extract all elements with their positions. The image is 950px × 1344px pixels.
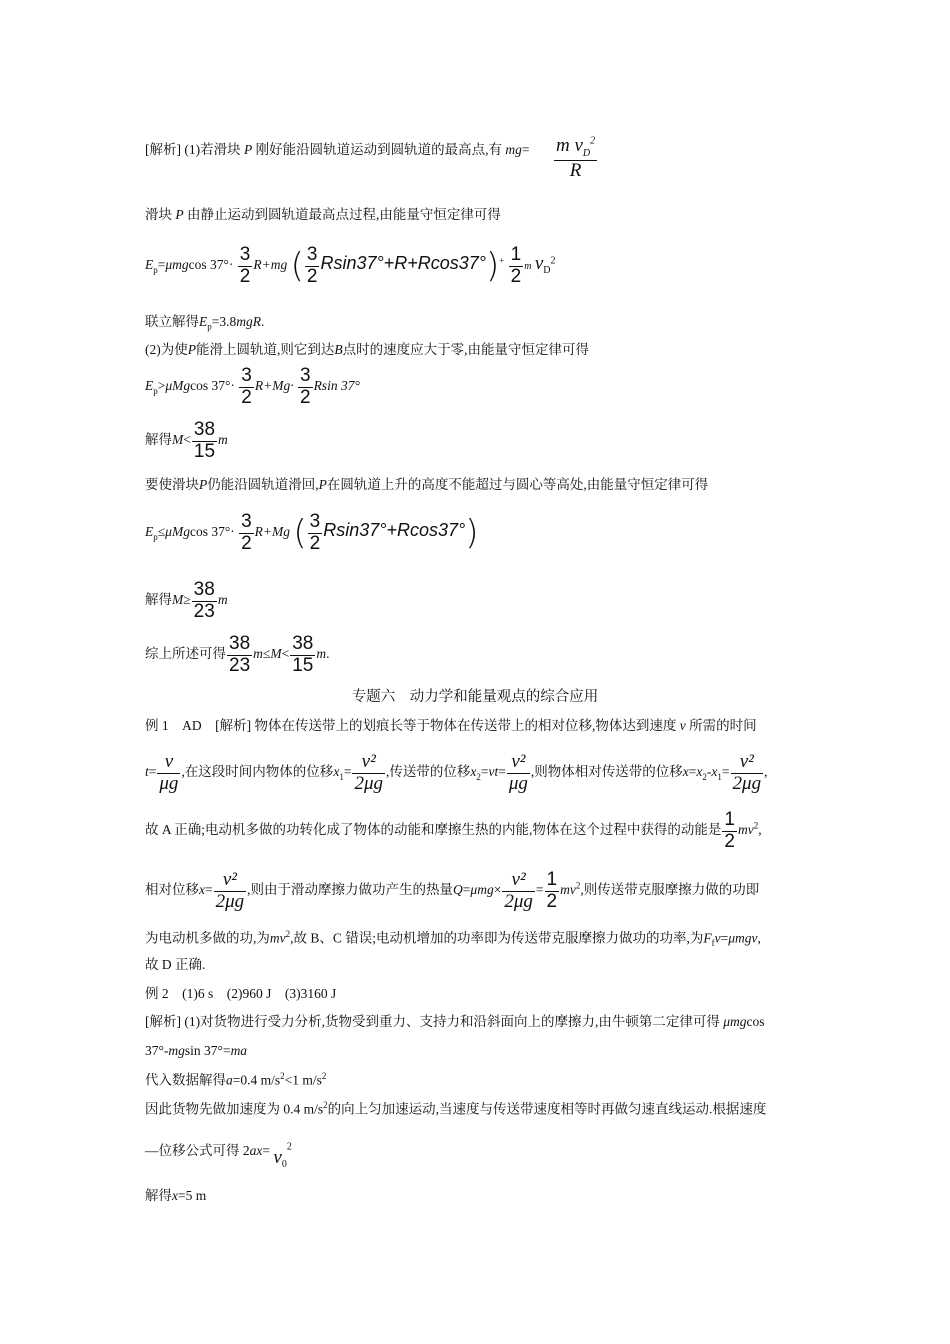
- var: F: [703, 930, 712, 946]
- var: v: [714, 930, 721, 946]
- example-2-line-3: [145, 1072, 326, 1087]
- text: =: [521, 142, 530, 157]
- text: (2)为使: [145, 342, 188, 357]
- text: =: [262, 1143, 270, 1158]
- text: ≤: [262, 646, 271, 662]
- text: ,: [757, 930, 761, 946]
- text: =: [480, 764, 489, 780]
- text: cos 37°·: [190, 378, 235, 394]
- var: x: [470, 764, 477, 780]
- var: mv: [269, 930, 286, 946]
- var: ax: [249, 1143, 263, 1158]
- text: -: [706, 764, 712, 780]
- text: .: [326, 646, 330, 662]
- expression: Rsin37°+R+Rcos37°: [320, 253, 486, 274]
- text: ,: [764, 764, 768, 780]
- var: m: [316, 646, 327, 662]
- text: 能滑上圆轨道,则它到达: [196, 342, 335, 357]
- example-2-line-1: [145, 1015, 765, 1029]
- solution-line-8: [145, 478, 708, 492]
- text: =: [157, 257, 166, 273]
- example-2-line-5: [145, 1140, 292, 1170]
- var: P: [175, 207, 184, 222]
- denominator: 23: [193, 600, 215, 622]
- text: 37°-: [145, 1043, 169, 1058]
- text: +: [499, 255, 505, 266]
- denominator: 2μg: [732, 772, 762, 794]
- var: m: [218, 432, 228, 448]
- var: m: [524, 261, 532, 273]
- example-2-line-2: [145, 1044, 247, 1058]
- var: mv: [560, 882, 576, 898]
- text: [解析] (1)对货物进行受力分析,货物受到重力、支持力和沿斜面向上的摩擦力,由牛顿第二定律可得: [145, 1014, 720, 1029]
- text: 故 A 正确;电动机多做的功转化成了物体的动能和摩擦生热的内能,物体在这个过程中获得的动能是: [145, 822, 722, 838]
- text: ,传送带的位移: [385, 764, 471, 780]
- text: 为电动机多做的功,为: [145, 930, 270, 946]
- energy-inequality-2: $E_p\le\mu Mgcos$ 37°· $\frac{3}{2}$ R+Mg ( $\frac{3}{2}$ Rsin37°+Rcos37°): [145, 511, 479, 554]
- denominator: 2: [510, 265, 522, 287]
- text: ,在这段时间内物体的位移: [181, 764, 334, 780]
- denominator: 15: [292, 654, 314, 676]
- numerator: 1: [546, 869, 558, 890]
- denominator: 2: [546, 890, 558, 912]
- text: cos 37°·: [188, 257, 234, 273]
- text: 综上所述可得: [145, 646, 226, 662]
- var: t: [145, 764, 149, 780]
- denominator: R: [569, 159, 582, 181]
- text: [解析] (1)若滑块: [145, 142, 241, 157]
- text: 的向上匀加速运动,当速度与传送带速度相等时再做匀速直线运动.根据速度: [327, 1101, 767, 1117]
- var: x: [682, 764, 689, 780]
- result-range: [145, 634, 329, 676]
- var: v: [273, 1147, 282, 1168]
- var: B: [334, 342, 343, 357]
- var: a: [226, 1072, 233, 1088]
- numerator: v²: [511, 869, 526, 890]
- text: 滑块: [145, 207, 172, 222]
- example-1-power: [145, 930, 761, 948]
- var: E: [145, 524, 154, 540]
- example-1-conclusion: 故 D 正确.: [145, 957, 206, 972]
- denominator: 2: [724, 830, 735, 852]
- text: 解得: [145, 592, 172, 608]
- denominator: 2: [309, 532, 321, 554]
- text: —位移公式可得 2: [145, 1143, 250, 1158]
- solution-line-2: [145, 208, 501, 222]
- superscript: 2: [753, 820, 759, 831]
- example-2-answers: 例 2 (1)6 s (2)960 J (3)3160 J: [145, 986, 337, 1001]
- text: cos: [746, 1014, 765, 1029]
- var: E: [199, 314, 208, 329]
- denominator: μg: [159, 772, 179, 794]
- var: mg: [168, 1043, 185, 1058]
- example-2-line-6: [145, 1189, 206, 1203]
- text: ,则传送带克服摩擦力做的功即: [580, 882, 760, 898]
- var: mv: [737, 822, 754, 838]
- subscript: 1: [339, 771, 344, 782]
- var: vt: [488, 764, 499, 780]
- numerator: 1: [510, 244, 522, 265]
- text: <1 m/s: [284, 1072, 322, 1088]
- example-1-heat: [145, 870, 759, 912]
- subscript: 2: [476, 771, 481, 782]
- text: =: [688, 764, 697, 780]
- subscript: f: [711, 938, 715, 949]
- text: =: [462, 882, 471, 898]
- var: μMg: [165, 524, 190, 540]
- superscript: 2: [285, 929, 291, 939]
- text: ,: [758, 822, 762, 838]
- subscript: p: [153, 264, 158, 275]
- numerator: m v: [556, 135, 583, 156]
- text: 由静止运动到圆轨道最高点过程,由能量守恒定律可得: [187, 207, 501, 222]
- var: ma: [230, 1043, 248, 1058]
- text: <: [183, 432, 191, 448]
- var: Q: [453, 882, 463, 898]
- text: 仍能沿圆轨道滑回,: [207, 477, 319, 492]
- subscript: p: [153, 531, 158, 542]
- var: v: [679, 718, 686, 733]
- text: =: [205, 882, 213, 898]
- superscript: 2: [323, 1100, 328, 1110]
- text: 在圆轨道上升的高度不能超过与圆心等高处,由能量守恒定律可得: [326, 477, 709, 492]
- energy-equation-1: $E_p=\mu mgcos$ 37°· $\frac{3}{2}$ R+mg ( $\frac{3}{2}$ Rsin37°+R+Rcos37°)+ $\frac{1}{2}$ m $v_D^2$: [145, 244, 556, 287]
- numerator: v²: [222, 869, 237, 890]
- var: μmg: [165, 257, 189, 273]
- var: P: [199, 477, 208, 492]
- text: 代入数据解得: [145, 1072, 226, 1088]
- numerator: v: [164, 751, 174, 772]
- text: 点时的速度应大于零,由能量守恒定律可得: [342, 342, 589, 357]
- text: 因此货物先做加速度为 0.4 m/s: [145, 1101, 324, 1117]
- numerator: 38: [193, 419, 216, 440]
- var: μMg: [165, 378, 191, 394]
- numerator: v²: [739, 751, 754, 772]
- text: 相对位移: [145, 882, 199, 898]
- example-1-kinetic-energy: [145, 810, 762, 852]
- var: E: [145, 257, 154, 273]
- text: =5 m: [178, 1188, 207, 1203]
- var: R+mg: [253, 257, 288, 273]
- text: 所需的时间: [689, 718, 757, 733]
- numerator: 3: [241, 365, 252, 386]
- result-m-upper: [145, 420, 228, 462]
- text: 解得: [145, 1188, 172, 1203]
- denominator: 2: [241, 532, 252, 554]
- denominator: 2μg: [354, 772, 383, 794]
- text: =: [148, 764, 157, 780]
- subscript: 1: [717, 771, 722, 782]
- text: =: [720, 930, 729, 946]
- var: x: [696, 764, 703, 780]
- text: 例 1 AD [解析] 物体在传送带上的划痕长等于物体在传送带上的相对位移,物体达到速度: [145, 718, 677, 733]
- var: m: [217, 592, 228, 608]
- var: m: [253, 646, 263, 662]
- fraction-mvd2-over-r: [553, 136, 598, 181]
- energy-inequality-1: [145, 366, 360, 408]
- superscript: 2: [286, 1141, 292, 1153]
- subscript: D: [543, 264, 551, 276]
- text: =3.8: [211, 314, 237, 329]
- var: μmg: [723, 1014, 747, 1029]
- solution-line-4: [145, 315, 264, 332]
- text: ,则物体相对传送带的位移: [530, 764, 683, 780]
- expression: Rsin37°+Rcos37°: [323, 520, 466, 541]
- subscript: 2: [702, 771, 707, 782]
- text: =: [535, 882, 544, 898]
- var: x: [711, 764, 718, 780]
- subscript: D: [582, 147, 591, 159]
- text: 联立解得: [145, 314, 199, 329]
- text: ×: [493, 882, 502, 898]
- example-1-displacement: [145, 752, 767, 794]
- subscript: p: [153, 385, 158, 396]
- text: cos 37°·: [189, 524, 235, 540]
- var: M: [270, 646, 282, 662]
- var: Rsin 37°: [313, 378, 360, 394]
- var: mg: [505, 142, 522, 157]
- text: sin 37°=: [184, 1043, 231, 1058]
- denominator: 2: [299, 386, 311, 408]
- text: 刚好能沿圆轨道运动到圆轨道的最高点,有: [255, 142, 502, 157]
- numerator: v²: [511, 751, 526, 772]
- result-m-lower: [145, 580, 228, 622]
- denominator: 2: [239, 265, 251, 287]
- solution-line-5: [145, 343, 589, 357]
- text: =: [498, 764, 506, 780]
- solution-line-1: [145, 143, 529, 157]
- numerator: 3: [239, 244, 251, 265]
- var: R+Mg: [254, 524, 291, 540]
- var: E: [145, 378, 154, 394]
- example-2-line-4: [145, 1101, 766, 1116]
- var: μmg: [470, 882, 494, 898]
- var: v: [534, 253, 544, 275]
- denominator: 2μg: [504, 890, 533, 912]
- subscript: 0: [281, 1158, 287, 1170]
- text: =0.4 m/s: [232, 1072, 281, 1088]
- var: P: [243, 142, 253, 157]
- denominator: 23: [229, 654, 251, 676]
- text: =: [343, 764, 352, 780]
- text: ≥: [183, 592, 191, 608]
- var: μmgv: [728, 930, 758, 946]
- denominator: μg: [508, 772, 528, 794]
- text: 要使滑块: [145, 477, 199, 492]
- text: <: [281, 646, 290, 662]
- text: ,故 B、C 错误;电动机增加的功率即为传送带克服摩擦力做功的功率,为: [290, 930, 704, 946]
- section-heading: 专题六 动力学和能量观点的综合应用: [351, 689, 599, 705]
- var: x: [199, 882, 205, 898]
- numerator: v²: [361, 751, 376, 772]
- var: x: [333, 764, 340, 780]
- var: x: [172, 1188, 178, 1203]
- text: ,则由于滑动摩擦力做功产生的热量: [247, 882, 454, 898]
- numerator: 3: [299, 365, 311, 386]
- numerator: 38: [229, 633, 251, 654]
- superscript: 2: [550, 255, 556, 267]
- var: M: [172, 592, 184, 608]
- denominator: 2: [241, 386, 252, 408]
- var: M: [172, 432, 184, 448]
- text: ≤: [157, 524, 166, 540]
- numerator: 3: [241, 511, 252, 532]
- denominator: 2μg: [215, 890, 245, 912]
- text: =: [721, 764, 730, 780]
- subscript: p: [207, 321, 212, 332]
- example-1-line-1: [145, 719, 757, 733]
- denominator: 15: [193, 440, 216, 462]
- superscript: 2: [590, 135, 596, 147]
- superscript: 2: [321, 1071, 327, 1081]
- superscript: 2: [575, 880, 581, 891]
- var: P: [187, 342, 196, 357]
- var: P: [318, 477, 327, 492]
- text: .: [261, 314, 265, 329]
- var: R+Mg·: [254, 378, 294, 394]
- numerator: 3: [309, 511, 321, 532]
- var: mgR: [236, 314, 261, 329]
- numerator: 38: [292, 633, 314, 654]
- numerator: 1: [724, 809, 735, 830]
- superscript: 2: [280, 1071, 285, 1081]
- text: 解得: [145, 432, 172, 448]
- numerator: 38: [193, 579, 215, 600]
- text: >: [157, 378, 166, 394]
